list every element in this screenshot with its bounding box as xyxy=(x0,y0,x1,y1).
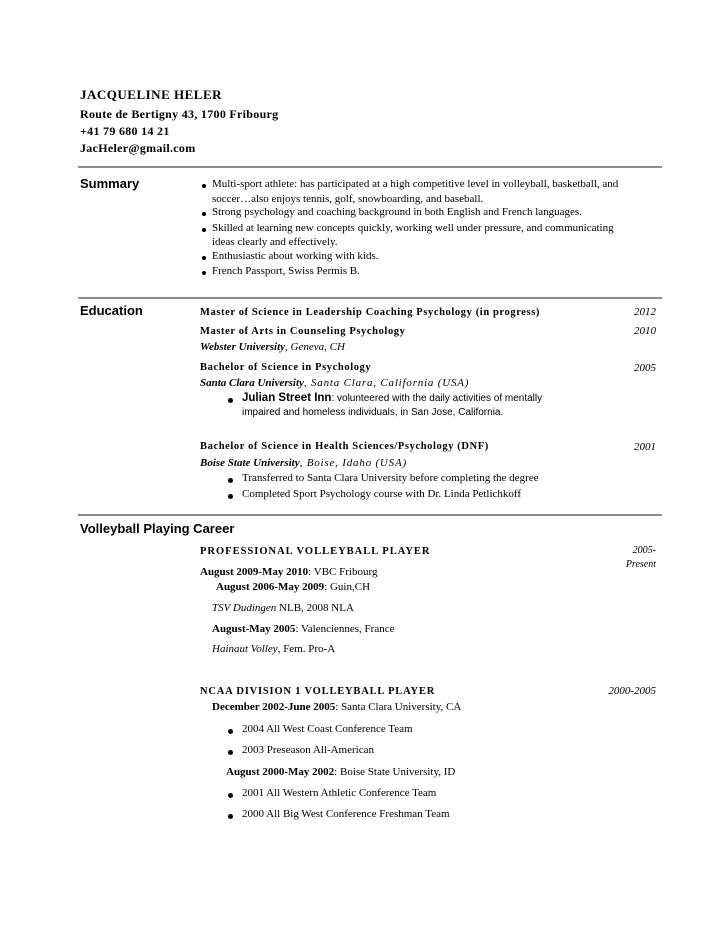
phone: +41 79 680 14 21 xyxy=(80,124,170,138)
team-line xyxy=(226,766,455,778)
volunteer-desc: : volunteered with the daily activities of mentally xyxy=(331,393,543,404)
summary-item: Multi-sport athlete: has participated at a high competitive level in volleyball, basketball, and xyxy=(212,178,619,190)
bullet-icon xyxy=(202,184,206,188)
education-bullet: Transferred to Santa Clara University before completing the degree xyxy=(242,472,539,484)
honor: 2004 All West Coast Conference Team xyxy=(242,723,413,735)
bullet-icon xyxy=(228,729,233,734)
team: : Guin,CH xyxy=(324,581,371,593)
period: August 2000-May 2002 xyxy=(226,766,335,778)
summary-item: French Passport, Swiss Permis B. xyxy=(212,265,360,277)
period: August 2009-May 2010 xyxy=(200,566,309,578)
summary-item-cont: ideas clearly and effectively. xyxy=(212,236,338,248)
role-title: PROFESSIONAL VOLLEYBALL PLAYER xyxy=(200,546,431,557)
date: Present xyxy=(625,559,656,570)
school-line xyxy=(200,377,469,389)
degree: Master of Arts in Counseling Psychology xyxy=(200,326,406,337)
volunteer-line xyxy=(242,392,542,404)
school-line xyxy=(200,457,407,469)
period: August-May 2005 xyxy=(212,623,296,635)
divider xyxy=(78,514,662,516)
period: August 2006-May 2009 xyxy=(216,581,325,593)
date: 2012 xyxy=(634,306,656,318)
bullet-icon xyxy=(202,228,206,232)
degree: Bachelor of Science in Psychology xyxy=(200,362,372,373)
team: : Valenciennes, France xyxy=(295,623,395,635)
address: Route de Bertigny 43, 1700 Fribourg xyxy=(80,107,279,121)
section-title-education: Education xyxy=(80,303,143,318)
honor: 2003 Preseason All-American xyxy=(242,744,374,756)
period: December 2002-June 2005 xyxy=(212,701,336,713)
section-title-summary: Summary xyxy=(80,176,140,191)
bullet-icon xyxy=(202,212,206,216)
team: : Boise State University, ID xyxy=(334,766,456,778)
bullet-icon xyxy=(228,494,233,499)
summary-item-cont: soccer…also enjoys tennis, golf, snowboarding, and baseball. xyxy=(212,193,484,205)
location: , Santa Clara, California (USA) xyxy=(303,377,470,389)
date: 2005- xyxy=(632,545,656,556)
volunteer-line-cont: impaired and homeless individuals, in San Jose, California. xyxy=(242,407,504,418)
school-line xyxy=(200,341,345,353)
location: , Boise, Idaho (USA) xyxy=(299,457,407,469)
team-line xyxy=(200,566,377,578)
date: 2001 xyxy=(634,441,656,453)
degree: Bachelor of Science in Health Sciences/Psychology (DNF) xyxy=(200,441,489,452)
summary-item: Enthusiastic about working with kids. xyxy=(212,250,379,262)
bullet-icon xyxy=(202,256,206,260)
team-line xyxy=(216,581,370,593)
summary-item: Strong psychology and coaching background in both English and French languages. xyxy=(212,206,582,218)
date: 2010 xyxy=(634,325,656,337)
bullet-icon xyxy=(228,478,233,483)
honor: 2000 All Big West Conference Freshman Team xyxy=(242,808,450,820)
club: Hainaut Volley xyxy=(212,643,278,655)
location: , Geneva, CH xyxy=(285,341,345,353)
honor: 2001 All Western Athletic Conference Team xyxy=(242,787,437,799)
league: NLB, 2008 NLA xyxy=(276,602,354,614)
team: : Santa Clara University, CA xyxy=(335,701,462,713)
email: JacHeler@gmail.com xyxy=(80,141,196,155)
bullet-icon xyxy=(228,793,233,798)
candidate-name: JACQUELINE HELER xyxy=(80,87,222,102)
summary-item: Skilled at learning new concepts quickly, working well under pressure, and communicating xyxy=(212,222,614,234)
date: 2005 xyxy=(634,362,656,374)
team-line xyxy=(212,701,461,713)
section-title-volleyball: Volleyball Playing Career xyxy=(80,521,235,536)
team: : VBC Fribourg xyxy=(308,566,378,578)
school: Webster University xyxy=(200,341,286,353)
team-line xyxy=(212,623,395,635)
school: Santa Clara University xyxy=(200,377,304,389)
team-line xyxy=(212,602,354,614)
divider xyxy=(78,166,662,168)
divider xyxy=(78,297,662,299)
bullet-icon xyxy=(202,271,206,275)
bullet-icon xyxy=(228,398,233,403)
volunteer-org: Julian Street Inn xyxy=(242,392,332,404)
education-bullet: Completed Sport Psychology course with Dr. Linda Petlichkoff xyxy=(242,488,522,500)
school: Boise State University xyxy=(200,457,300,469)
degree: Master of Science in Leadership Coaching Psychology (in progress) xyxy=(200,307,540,318)
club: TSV Dudingen xyxy=(212,602,277,614)
bullet-icon xyxy=(228,750,233,755)
bullet-icon xyxy=(228,814,233,819)
date: 2000-2005 xyxy=(608,685,656,697)
role-title: NCAA DIVISION 1 VOLLEYBALL PLAYER xyxy=(200,686,436,697)
team-line xyxy=(212,643,335,655)
league: , Fem. Pro-A xyxy=(277,643,336,655)
